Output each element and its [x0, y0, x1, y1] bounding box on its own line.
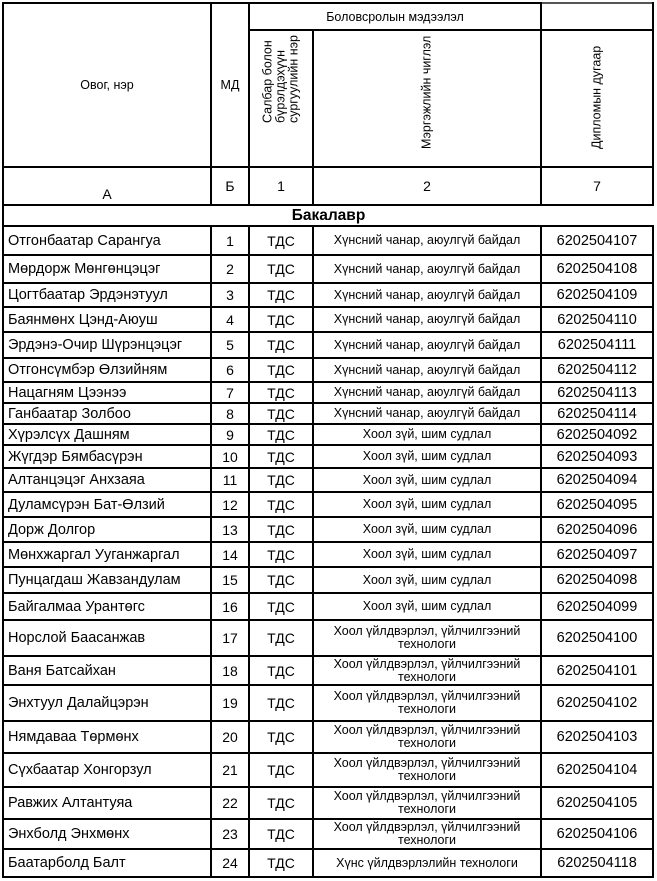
row-branch: ТДС [249, 685, 313, 721]
row-md: 23 [211, 819, 249, 849]
row-md: 19 [211, 685, 249, 721]
table-row [3, 492, 653, 517]
header-branch-line-3: сургуулийн нэр [286, 35, 301, 123]
row-diploma: 6202504092 [541, 424, 653, 445]
row-diploma: 6202504095 [541, 492, 653, 517]
row-specialty: Хоол зүй, шим судлал [313, 492, 541, 517]
section-title: Бакалавр [3, 205, 653, 226]
row-branch: ТДС [249, 593, 313, 620]
row-md: 11 [211, 468, 249, 492]
row-branch: ТДС [249, 620, 313, 656]
row-specialty: Хүнсний чанар, аюулгүй байдал [313, 382, 541, 403]
row-diploma: 6202504102 [541, 685, 653, 721]
header-specialty [313, 30, 541, 167]
row-branch: ТДС [249, 517, 313, 542]
row-md: 17 [211, 620, 249, 656]
row-md: 8 [211, 403, 249, 424]
row-name: Отгонбаатар Сарангуа [3, 226, 211, 255]
row-specialty: Хоол зүй, шим судлал [313, 567, 541, 593]
table-row [3, 468, 653, 492]
index-name: А [3, 167, 211, 205]
table-row [3, 283, 653, 307]
index-md: Б [211, 167, 249, 205]
row-branch: ТДС [249, 283, 313, 307]
row-name: Отгонсүмбэр Өлзийням [3, 358, 211, 382]
row-md: 2 [211, 255, 249, 283]
row-specialty: Хүнсний чанар, аюулгүй байдал [313, 403, 541, 424]
row-diploma: 6202504094 [541, 468, 653, 492]
row-specialty: Хоол үйлдвэрлэл, үйлчилгээний технологи [313, 656, 541, 685]
table-row [3, 819, 653, 849]
row-name: Сүхбаатар Хонгорзул [3, 753, 211, 787]
row-specialty: Хүнсний чанар, аюулгүй байдал [313, 226, 541, 255]
row-specialty: Хоол зүй, шим судлал [313, 517, 541, 542]
header-diploma-text: Дипломын дугаар [589, 45, 604, 149]
row-name: Эрдэнэ-Очир Шүрэнцэцэг [3, 332, 211, 358]
row-md: 1 [211, 226, 249, 255]
table-row [3, 656, 653, 685]
row-diploma: 6202504101 [541, 656, 653, 685]
index-specialty: 2 [313, 167, 541, 205]
row-name: Энхболд Энхмөнх [3, 819, 211, 849]
row-md: 24 [211, 849, 249, 877]
row-name: Нацагням Цээнээ [3, 382, 211, 403]
row-md: 20 [211, 721, 249, 753]
row-md: 22 [211, 787, 249, 819]
row-diploma: 6202504106 [541, 819, 653, 849]
row-branch: ТДС [249, 492, 313, 517]
graduates-table [2, 2, 654, 878]
row-md: 15 [211, 567, 249, 593]
row-branch: ТДС [249, 819, 313, 849]
row-name: Цогтбаатар Эрдэнэтуул [3, 283, 211, 307]
table-row [3, 620, 653, 656]
row-specialty: Хоол зүй, шим судлал [313, 445, 541, 468]
row-branch: ТДС [249, 445, 313, 468]
table-body [3, 226, 653, 877]
table-row [3, 307, 653, 332]
header-md: МД [211, 3, 249, 167]
row-md: 3 [211, 283, 249, 307]
row-md: 10 [211, 445, 249, 468]
row-branch: ТДС [249, 332, 313, 358]
row-diploma: 6202504108 [541, 255, 653, 283]
row-specialty: Хүнсний чанар, аюулгүй байдал [313, 332, 541, 358]
index-diploma: 7 [541, 167, 653, 205]
row-specialty: Хоол үйлдвэрлэл, үйлчилгээний технологи [313, 753, 541, 787]
header-diploma [541, 30, 653, 167]
row-md: 7 [211, 382, 249, 403]
row-md: 18 [211, 656, 249, 685]
row-specialty: Хүнсний чанар, аюулгүй байдал [313, 358, 541, 382]
row-branch: ТДС [249, 226, 313, 255]
table-row [3, 753, 653, 787]
row-diploma: 6202504100 [541, 620, 653, 656]
row-specialty: Хоол үйлдвэрлэл, үйлчилгээний технологи [313, 685, 541, 721]
row-branch: ТДС [249, 567, 313, 593]
row-branch: ТДС [249, 542, 313, 567]
row-branch: ТДС [249, 849, 313, 877]
row-branch: ТДС [249, 787, 313, 819]
table-row [3, 593, 653, 620]
header-branch-line-1: Салбар болон [260, 40, 275, 123]
row-diploma: 6202504097 [541, 542, 653, 567]
row-diploma: 6202504111 [541, 332, 653, 358]
row-name: Мөрдорж Мөнгөнцэцэг [3, 255, 211, 283]
header-empty-cell [541, 3, 653, 30]
table-row [3, 721, 653, 753]
row-diploma: 6202504112 [541, 358, 653, 382]
row-name: Хүрэлсүх Дашням [3, 424, 211, 445]
header-education-group: Боловсролын мэдээлэл [249, 3, 541, 30]
row-name: Нямдаваа Төрмөнх [3, 721, 211, 753]
row-specialty: Хоол зүй, шим судлал [313, 468, 541, 492]
row-name: Норслой Баасанжав [3, 620, 211, 656]
row-md: 4 [211, 307, 249, 332]
row-name: Жүгдэр Бямбасүрэн [3, 445, 211, 468]
row-specialty: Хоол үйлдвэрлэл, үйлчилгээний технологи [313, 787, 541, 819]
table-row [3, 445, 653, 468]
row-diploma: 6202504103 [541, 721, 653, 753]
row-branch: ТДС [249, 403, 313, 424]
row-diploma: 6202504113 [541, 382, 653, 403]
row-diploma: 6202504110 [541, 307, 653, 332]
table-row [3, 542, 653, 567]
row-name: Пунцагдаш Жавзандулам [3, 567, 211, 593]
row-md: 6 [211, 358, 249, 382]
row-specialty: Хоол зүй, шим судлал [313, 593, 541, 620]
row-branch: ТДС [249, 255, 313, 283]
header-branch-line-2: бүрэлдэхүүн [273, 49, 288, 123]
row-diploma: 6202504107 [541, 226, 653, 255]
table-row [3, 849, 653, 877]
row-name: Мөнхжаргал Ууганжаргал [3, 542, 211, 567]
row-name: Баатарболд Балт [3, 849, 211, 877]
table-row [3, 358, 653, 382]
row-branch: ТДС [249, 468, 313, 492]
row-md: 13 [211, 517, 249, 542]
row-diploma: 6202504109 [541, 283, 653, 307]
header-specialty-text: Мэргэжлийн чиглэл [419, 35, 434, 149]
row-branch: ТДС [249, 424, 313, 445]
table-row [3, 403, 653, 424]
row-name: Байгалмаа Урантөгс [3, 593, 211, 620]
row-branch: ТДС [249, 753, 313, 787]
row-diploma: 6202504099 [541, 593, 653, 620]
table-row [3, 424, 653, 445]
row-diploma: 6202504096 [541, 517, 653, 542]
row-specialty: Хүнсний чанар, аюулгүй байдал [313, 307, 541, 332]
row-name: Ваня Батсайхан [3, 656, 211, 685]
row-name: Баянмөнх Цэнд-Аюуш [3, 307, 211, 332]
row-diploma: 6202504105 [541, 787, 653, 819]
row-specialty: Хоол үйлдвэрлэл, үйлчилгээний технологи [313, 819, 541, 849]
table-row [3, 382, 653, 403]
row-diploma: 6202504104 [541, 753, 653, 787]
row-md: 12 [211, 492, 249, 517]
row-name: Равжих Алтантуяа [3, 787, 211, 819]
row-name: Энхтуул Далайцэрэн [3, 685, 211, 721]
row-branch: ТДС [249, 358, 313, 382]
row-branch: ТДС [249, 721, 313, 753]
row-md: 5 [211, 332, 249, 358]
row-specialty: Хоол үйлдвэрлэл, үйлчилгээний технологи [313, 721, 541, 753]
table-row [3, 787, 653, 819]
table-row [3, 226, 653, 255]
row-specialty: Хоол үйлдвэрлэл, үйлчилгээний технологи [313, 620, 541, 656]
table-row [3, 517, 653, 542]
table-row [3, 567, 653, 593]
row-specialty: Хүнс үйлдвэрлэлийн технологи [313, 849, 541, 877]
row-diploma: 6202504093 [541, 445, 653, 468]
header-branch-school [249, 30, 313, 167]
row-md: 9 [211, 424, 249, 445]
row-md: 14 [211, 542, 249, 567]
row-diploma: 6202504098 [541, 567, 653, 593]
row-name: Дуламсүрэн Бат-Өлзий [3, 492, 211, 517]
row-name: Дорж Долгор [3, 517, 211, 542]
row-branch: ТДС [249, 382, 313, 403]
row-specialty: Хүнсний чанар, аюулгүй байдал [313, 283, 541, 307]
row-md: 21 [211, 753, 249, 787]
header-name: Овог, нэр [3, 3, 211, 167]
row-specialty: Хоол зүй, шим судлал [313, 424, 541, 445]
row-md: 16 [211, 593, 249, 620]
row-branch: ТДС [249, 307, 313, 332]
row-diploma: 6202504118 [541, 849, 653, 877]
row-specialty: Хоол зүй, шим судлал [313, 542, 541, 567]
row-name: Алтанцэцэг Анхзаяа [3, 468, 211, 492]
table-row [3, 685, 653, 721]
row-diploma: 6202504114 [541, 403, 653, 424]
row-specialty: Хүнсний чанар, аюулгүй байдал [313, 255, 541, 283]
index-branch: 1 [249, 167, 313, 205]
row-branch: ТДС [249, 656, 313, 685]
row-name: Ганбаатар Золбоо [3, 403, 211, 424]
table-row [3, 255, 653, 283]
table-row [3, 332, 653, 358]
